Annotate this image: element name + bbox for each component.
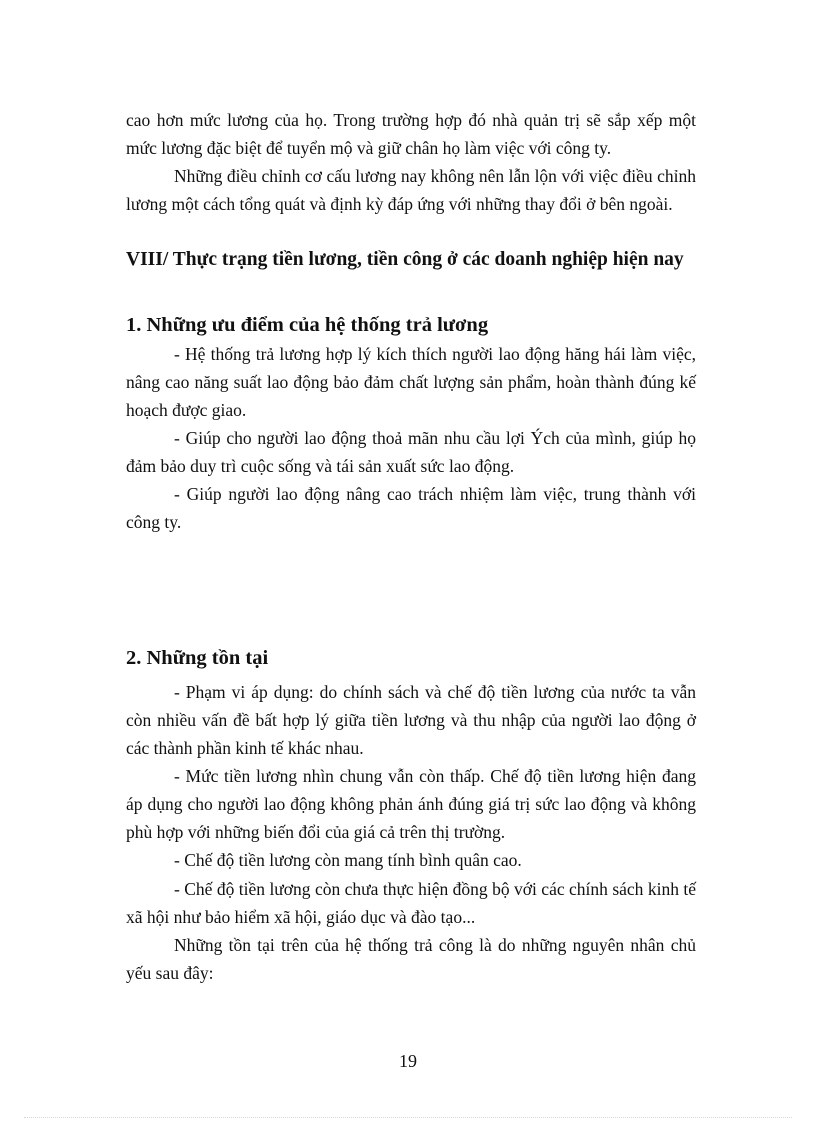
section-viii-heading: VIII/ Thực trạng tiền lương, tiền công ở các doanh nghiệp hiện nay xyxy=(126,249,684,270)
subsection-1-title: Những ưu điểm của hệ thống trả lương xyxy=(141,314,489,336)
advantage-item-1: - Hệ thống trả lương hợp lý kích thích người lao động hăng hái làm việc, nâng cao năng suất lao động bảo đảm chất lượng sản phẩm, hoàn thành đúng kế hoạch được giao. xyxy=(126,344,696,420)
subsection-1-number: 1. xyxy=(126,314,142,336)
limitation-item-2: - Mức tiền lương nhìn chung vẫn còn thấp. Chế độ tiền lương hiện đang áp dụng cho người lao động không phản ánh đúng giá trị sức lao động và không phù hợp với những biến đổi của giá cả trên thị trường. xyxy=(126,766,696,842)
paragraph-salary-adjustment: Những điều chỉnh cơ cấu lương nay không nên lẫn lộn với việc điều chỉnh lương một cách tổng quát và định kỳ đáp ứng với những thay đổi ở bên ngoài. xyxy=(126,166,696,214)
limitation-item-3: - Chế độ tiền lương còn mang tính bình quân cao. xyxy=(174,850,522,870)
subsection-2-title: Những tồn tại xyxy=(141,647,269,669)
limitation-item-4: - Chế độ tiền lương còn chưa thực hiện đồng bộ với các chính sách kinh tế xã hội như bảo hiểm xã hội, giáo dục và đào tạo... xyxy=(126,879,696,927)
advantage-item-2: - Giúp cho người lao động thoả mãn nhu cầu lợi Ých của mình, giúp họ đảm bảo duy trì cuộc sống và tái sản xuất sức lao động. xyxy=(126,428,696,476)
limitation-causes-intro: Những tồn tại trên của hệ thống trả công là do những nguyên nhân chủ yếu sau đây: xyxy=(126,935,696,983)
limitation-item-1: - Phạm vi áp dụng: do chính sách và chế độ tiền lương của nước ta vẫn còn nhiều vấn đề bất hợp lý giữa tiền lương và thu nhập của người lao động ở các thành phần kinh tế khác nhau. xyxy=(126,682,696,758)
page-number: 19 xyxy=(399,1051,417,1071)
subsection-1-heading xyxy=(126,311,696,339)
subsection-2-number: 2. xyxy=(126,647,142,669)
advantage-item-3: - Giúp người lao động nâng cao trách nhiệm làm việc, trung thành với công ty. xyxy=(126,484,696,532)
paragraph-salary-special: cao hơn mức lương của họ. Trong trường hợp đó nhà quản trị sẽ sắp xếp một mức lương đặc biệt để tuyển mộ và giữ chân họ làm việc với công ty. xyxy=(126,110,696,158)
subsection-2-heading xyxy=(126,644,696,672)
page-bottom-divider xyxy=(24,1117,792,1118)
